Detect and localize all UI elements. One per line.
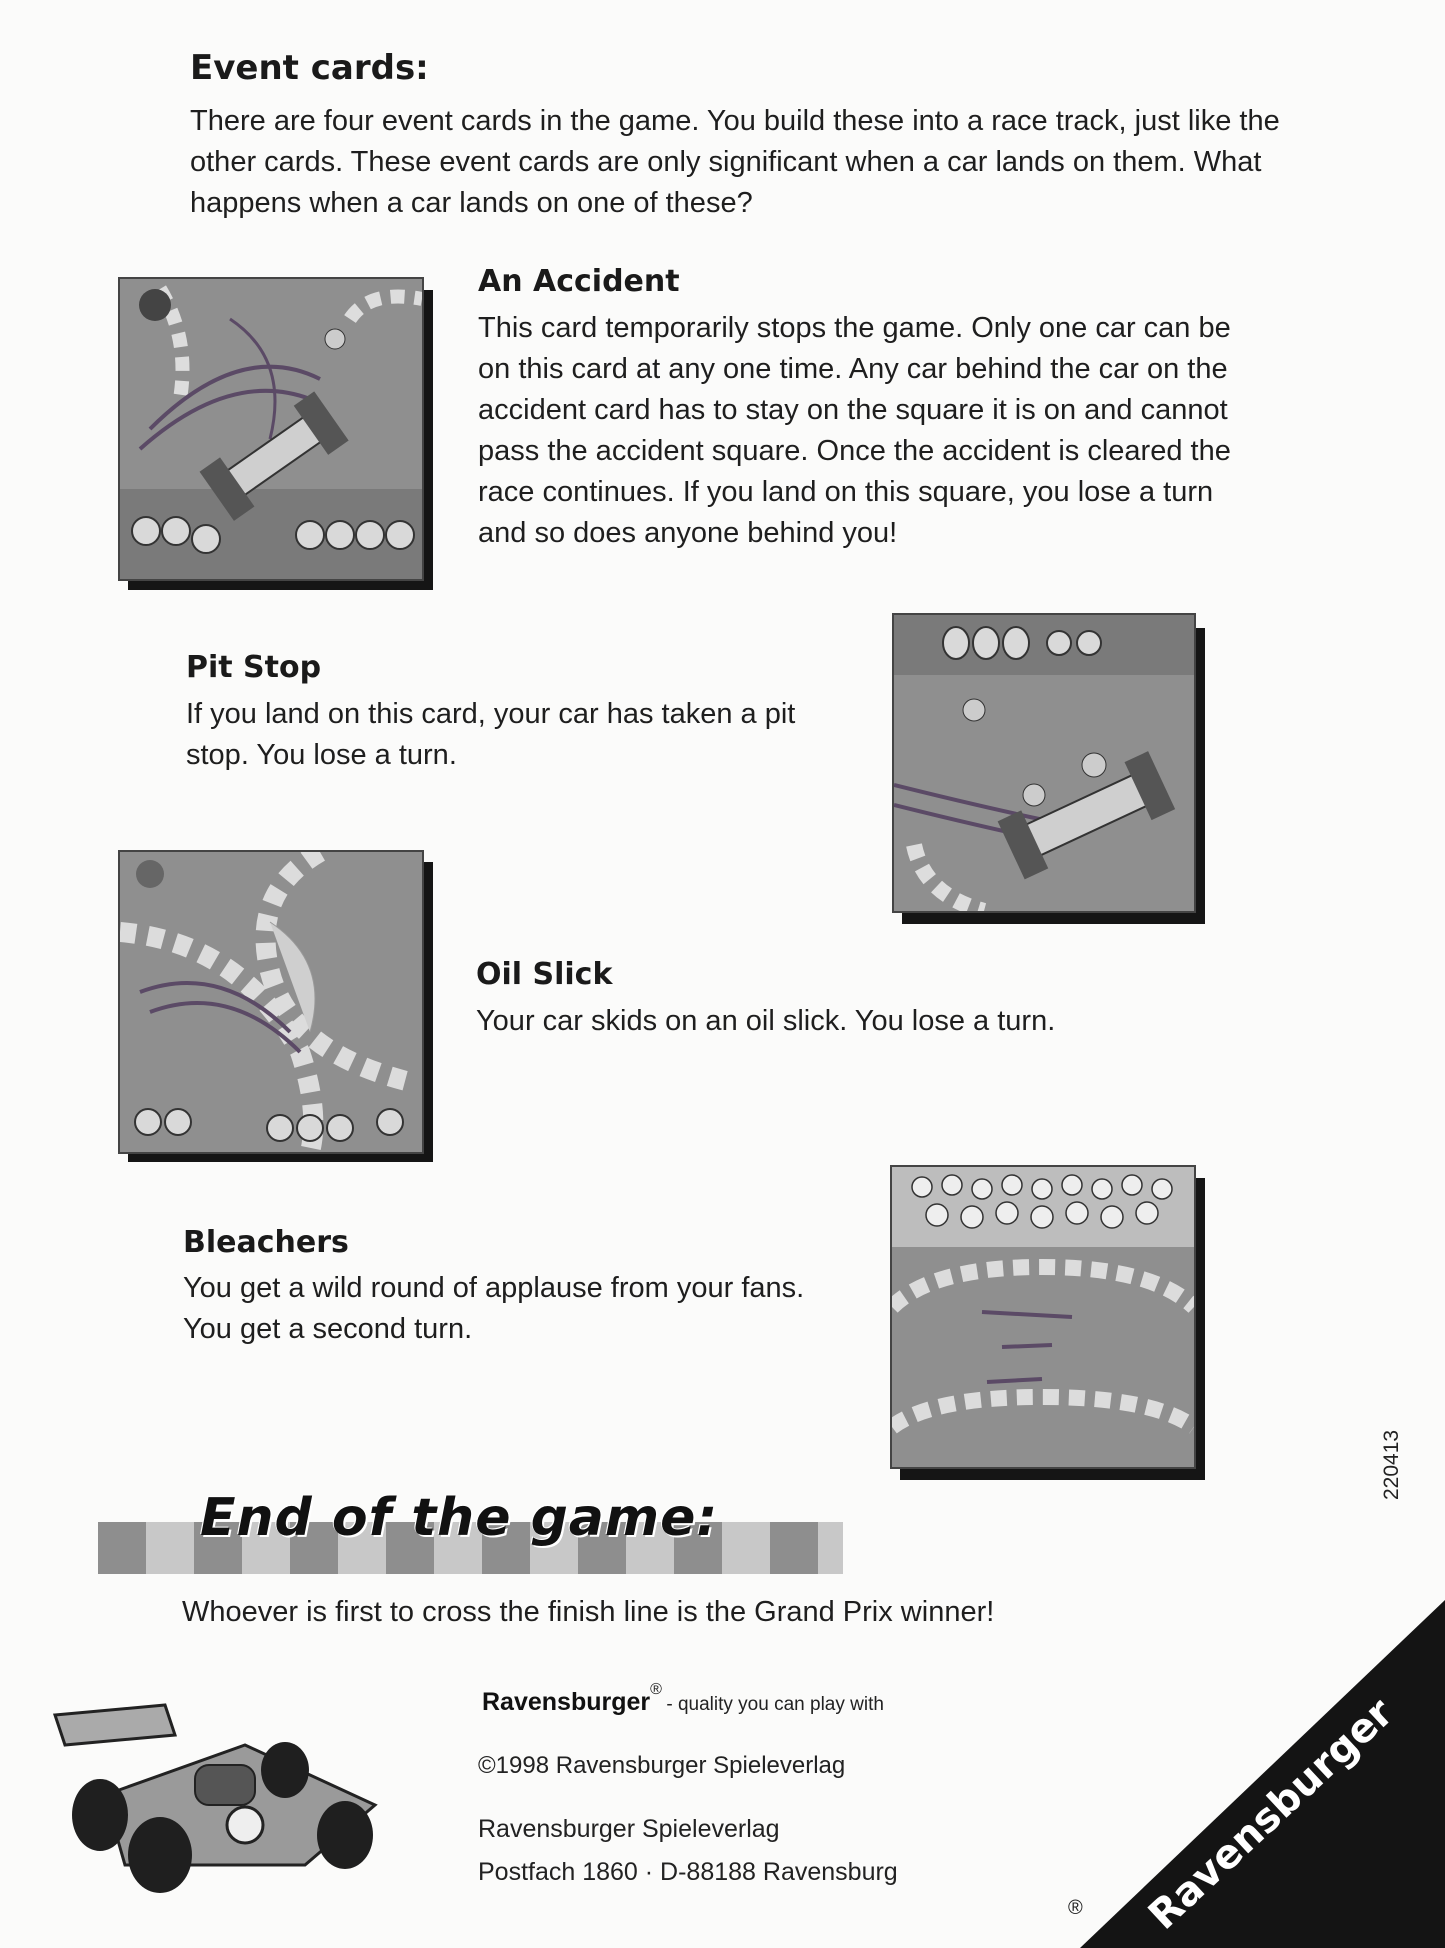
bleachers-line: You get a wild round of applause from your fans. — [183, 1272, 805, 1304]
pitstop-line: If you land on this card, your car has taken a pit — [186, 698, 796, 730]
bleachers-description — [183, 1268, 804, 1350]
intro-paragraph — [190, 101, 1280, 224]
brand-tagline — [482, 1680, 884, 1717]
pitstop-title: Pit Stop — [186, 650, 322, 685]
pitstop-line: stop. You lose a turn. — [186, 739, 457, 771]
intro-line: other cards. These event cards are only significant when a car lands on them. What — [190, 146, 1262, 178]
oilslick-title: Oil Slick — [476, 957, 613, 992]
bleachers-line: You get a second turn. — [183, 1313, 473, 1345]
accident-line: and so does anyone behind you! — [478, 517, 898, 549]
tagline: - quality you can play with — [666, 1694, 884, 1715]
section-heading: Event cards: — [190, 48, 429, 88]
address-line: Postfach 1860 · D-88188 Ravensburg — [478, 1858, 898, 1886]
intro-line: happens when a car lands on one of these? — [190, 187, 753, 219]
oilslick-card-image — [118, 850, 424, 1154]
address-line: Ravensburger Spieleverlag — [478, 1815, 780, 1843]
accident-card-image — [118, 277, 424, 581]
ravensburger-corner-logo — [1080, 1600, 1445, 1948]
end-of-game-text: Whoever is first to cross the finish line is the Grand Prix winner! — [182, 1596, 995, 1628]
accident-title: An Accident — [478, 264, 680, 299]
oilslick-line: Your car skids on an oil slick. You lose a turn. — [476, 1005, 1056, 1037]
oilslick-description — [476, 1001, 1055, 1042]
corner-registered-mark: ® — [1068, 1897, 1083, 1919]
bleachers-title: Bleachers — [183, 1225, 349, 1260]
copyright: ©1998 Ravensburger Spieleverlag — [478, 1752, 846, 1779]
end-of-game-title: End of the game: — [200, 1488, 719, 1548]
intro-line: There are four event cards in the game. You build these into a race track, just like the — [190, 105, 1280, 137]
bleachers-card-image — [890, 1165, 1196, 1469]
accident-line: race continues. If you land on this square, you lose a turn — [478, 476, 1214, 508]
brand-name: Ravensburger — [482, 1688, 651, 1716]
accident-line: accident card has to stay on the square it is on and cannot — [478, 394, 1228, 426]
pitstop-card-image — [892, 613, 1196, 913]
accident-line: pass the accident square. Once the accident is cleared the — [478, 435, 1231, 467]
accident-description — [478, 308, 1231, 554]
product-code: 220413 — [1380, 1429, 1403, 1500]
pitstop-description — [186, 694, 795, 776]
accident-line: on this card at any one time. Any car behind the car on the — [478, 353, 1228, 385]
accident-line: This card temporarily stops the game. Only one car can be — [478, 312, 1231, 344]
race-car-illustration — [45, 1675, 405, 1895]
corner-logo-text: Ravensburger — [1140, 1689, 1403, 1939]
registered-mark: ® — [650, 1680, 662, 1698]
